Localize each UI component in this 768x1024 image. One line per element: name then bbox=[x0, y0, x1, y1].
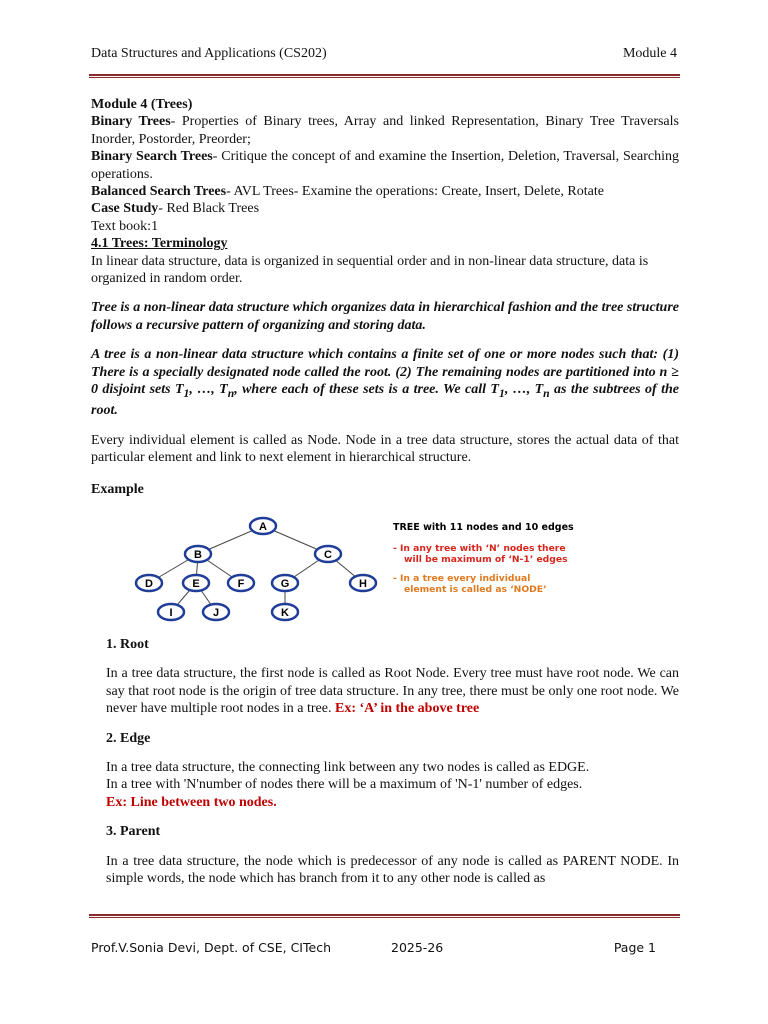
node-c bbox=[315, 546, 341, 562]
main-content bbox=[91, 96, 679, 887]
footer-year: 2025-26 bbox=[391, 940, 444, 955]
term-edge-heading: 2. Edge bbox=[106, 730, 151, 746]
svg-text:H: H bbox=[359, 577, 367, 590]
node-e bbox=[183, 575, 209, 591]
syllabus-balanced: Balanced Search Trees- AVL Trees- Examine the operations: Create, Insert, Delete, Rotate bbox=[91, 184, 604, 200]
svg-text:G: G bbox=[280, 577, 290, 590]
svg-text:J: J bbox=[212, 606, 220, 619]
term-edge-text-2: In a tree with 'N'number of nodes there will be a maximum of 'N-1' number of edges. bbox=[106, 777, 583, 793]
svg-text:C: C bbox=[324, 548, 332, 561]
term-parent bbox=[91, 823, 679, 887]
svg-text:I: I bbox=[169, 606, 173, 619]
node-g bbox=[272, 575, 298, 591]
note-edges-line2: will be maximum of ‘N-1’ edges bbox=[404, 553, 568, 565]
node-a bbox=[250, 518, 276, 534]
term-root-text: In a tree data structure, the first node is called as Root Node. Every tree must have root node. We can say that root node is the origin of tree data structure. In any tree, there must be only one root node. We never have multiple root nodes in a tree. Ex: ‘A’ in the above tree bbox=[106, 666, 679, 717]
section-heading: 4.1 Trees: Terminology bbox=[91, 236, 228, 252]
syllabus-binary-trees: Binary Trees- Properties of Binary trees, Array and linked Representation, Binary Tree Traversals Inorder, Postorder, Preorder; bbox=[91, 114, 679, 147]
node-description: Every individual element is called as Node. Node in a tree data structure, stores the actual data of that particular element and link to next element in hierarchical structure. bbox=[91, 432, 679, 466]
svg-text:D: D bbox=[145, 577, 153, 590]
term-parent-text: In a tree data structure, the node which is predecessor of any node is called as PARENT NODE. In simple words, the node which has branch from it to any other node is called as bbox=[106, 853, 679, 886]
header-rule bbox=[89, 74, 680, 78]
note-node-line1: - In a tree every individual bbox=[393, 572, 531, 584]
footer-page-number: Page 1 bbox=[613, 940, 656, 955]
module-title: Module 4 (Trees) bbox=[91, 97, 193, 112]
note-node-line2: element is called as ‘NODE’ bbox=[404, 583, 547, 595]
node-k bbox=[272, 604, 298, 620]
footer-author: Prof.V.Sonia Devi, Dept. of CSE, CITech bbox=[91, 940, 331, 955]
term-parent-heading: 3. Parent bbox=[106, 824, 161, 840]
tree-diagram bbox=[91, 504, 679, 624]
footer-rule bbox=[89, 914, 680, 918]
tree-example-figure bbox=[91, 504, 679, 624]
node-d bbox=[136, 575, 162, 591]
svg-text:E: E bbox=[192, 577, 200, 590]
example-label: Example bbox=[91, 481, 144, 497]
term-edge-example: Ex: Line between two nodes. bbox=[106, 794, 277, 810]
node-h bbox=[350, 575, 376, 591]
node-i bbox=[158, 604, 184, 620]
header-course-title: Data Structures and Applications (CS202) bbox=[91, 46, 327, 61]
svg-text:K: K bbox=[281, 606, 289, 619]
svg-text:A: A bbox=[259, 520, 267, 533]
syllabus-case-study: Case Study- Red Black Trees bbox=[91, 201, 260, 217]
diagram-title: TREE with 11 nodes and 10 edges bbox=[393, 521, 574, 533]
page-header bbox=[91, 46, 677, 62]
tree-definition-2: A tree is a non-linear data structure which contains a finite set of one or more nodes such that: (1) There is a specially designated node called the root. (2) The remaining nodes are partitioned into n ≥ 0 disjoint sets $T_1$, …, $T_n$, where each of these sets is a tree. We call $T_1$, …, $T_n$ as the subtrees of the root. bbox=[91, 347, 679, 419]
svg-text:F: F bbox=[237, 577, 245, 590]
svg-text:B: B bbox=[194, 548, 202, 561]
term-root-heading: 1. Root bbox=[106, 636, 149, 652]
term-edge-text-1: In a tree data structure, the connecting link between any two nodes is called as EDGE. bbox=[106, 759, 590, 775]
node-b bbox=[185, 546, 211, 562]
term-edge bbox=[91, 730, 679, 812]
node-f bbox=[228, 575, 254, 591]
term-root bbox=[91, 636, 679, 718]
section-intro: In linear data structure, data is organized in sequential order and in non-linear data structure, data is organized in random order. bbox=[91, 253, 649, 287]
textbook: Text book:1 bbox=[91, 218, 159, 234]
tree-edges bbox=[149, 526, 363, 612]
node-j bbox=[203, 604, 229, 620]
tree-definition-1: Tree is a non-linear data structure which organizes data in hierarchical fashion and the tree structure follows a recursive pattern of organizing and storing data. bbox=[91, 300, 679, 333]
header-module: Module 4 bbox=[622, 46, 677, 61]
diagram-notes bbox=[393, 522, 574, 595]
syllabus-bst: Binary Search Trees- Critique the concept of and examine the Insertion, Deletion, Traversal, Searching operations. bbox=[91, 149, 679, 182]
note-edges-line1: - In any tree with ‘N’ nodes there bbox=[393, 542, 566, 554]
